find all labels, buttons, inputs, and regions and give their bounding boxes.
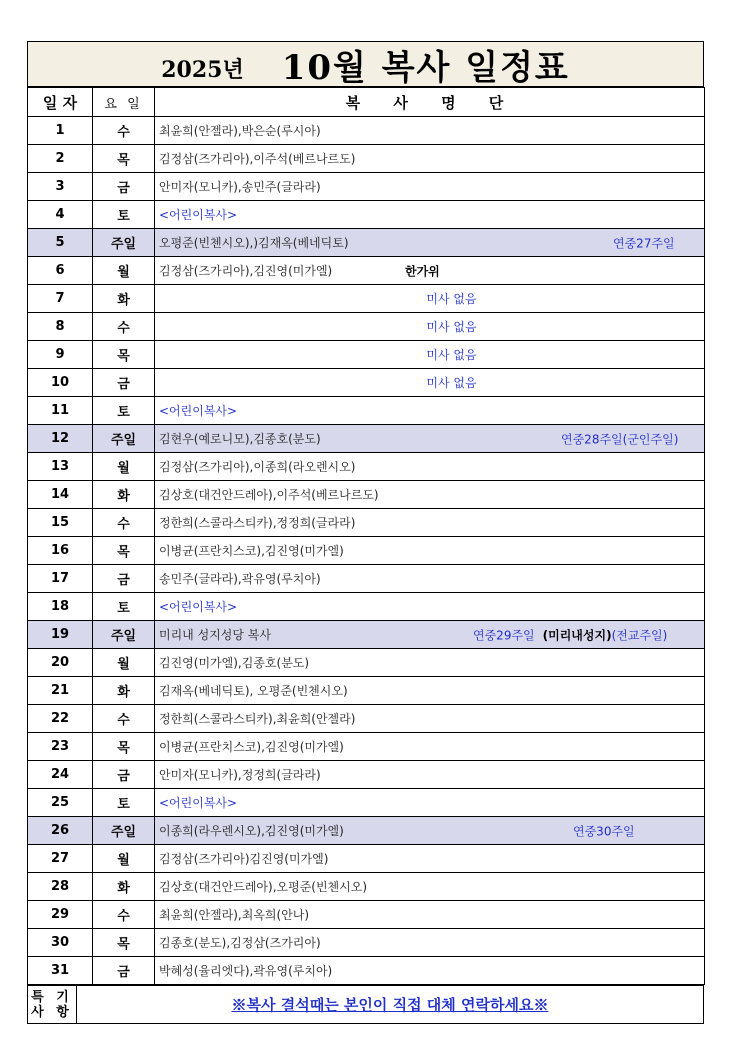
table-row (28, 621, 705, 649)
note-tail-text: (전교주일) (611, 628, 668, 642)
server-names: 박혜성(율리엣다),곽유영(루치아) (159, 964, 333, 978)
table-row (28, 285, 705, 313)
row-day: 13 (28, 453, 93, 481)
footer-label-line2: 사 항 (31, 1004, 73, 1020)
row-names-cell (155, 453, 705, 481)
row-weekday: 수 (93, 117, 155, 145)
title-bar (27, 41, 704, 87)
schedule-sheet (27, 41, 704, 1024)
table-row (28, 565, 705, 593)
server-names: 김진영(미가엘),김종호(분도) (159, 656, 310, 670)
row-day: 12 (28, 425, 93, 453)
table-row (28, 593, 705, 621)
server-names: 김정삼(즈가리아),김진영(미가엘) (159, 264, 333, 278)
server-names: 이병균(프란치스코),김진영(미가엘) (159, 740, 344, 754)
row-day: 14 (28, 481, 93, 509)
row-day: 8 (28, 313, 93, 341)
server-names: 김정삼(즈가리아),이주석(베르나르도) (159, 152, 356, 166)
row-weekday: 금 (93, 565, 155, 593)
row-names-cell (155, 593, 705, 621)
row-day: 22 (28, 705, 93, 733)
row-weekday: 수 (93, 313, 155, 341)
row-day: 28 (28, 873, 93, 901)
row-weekday: 금 (93, 957, 155, 985)
row-names-cell (155, 425, 705, 453)
row-day: 20 (28, 649, 93, 677)
row-names-cell (155, 229, 705, 257)
server-names: 미리내 성지성당 복사 (159, 628, 271, 642)
row-names-cell (155, 901, 705, 929)
row-weekday: 월 (93, 453, 155, 481)
table-row (28, 313, 705, 341)
row-day: 6 (28, 257, 93, 285)
row-names-cell (155, 201, 705, 229)
row-names-cell (155, 145, 705, 173)
row-day: 19 (28, 621, 93, 649)
table-row (28, 145, 705, 173)
row-day: 5 (28, 229, 93, 257)
table-row (28, 257, 705, 285)
server-names: 김상호(대건안드레아),오평준(빈첸시오) (159, 880, 368, 894)
row-weekday: 토 (93, 201, 155, 229)
footer-table (27, 985, 704, 1024)
table-row (28, 649, 705, 677)
header-names: 복 사 명 단 (155, 88, 705, 117)
row-day: 1 (28, 117, 93, 145)
row-names-cell (155, 369, 705, 397)
table-row (28, 677, 705, 705)
row-weekday: 목 (93, 929, 155, 957)
row-day: 11 (28, 397, 93, 425)
row-weekday: 토 (93, 593, 155, 621)
server-names: 송민주(글라라),곽유영(루치아) (159, 572, 321, 586)
footer-label (28, 986, 77, 1024)
row-weekday: 화 (93, 285, 155, 313)
header-weekday: 요 일 (93, 88, 155, 117)
row-day: 7 (28, 285, 93, 313)
row-weekday: 주일 (93, 229, 155, 257)
row-weekday: 화 (93, 481, 155, 509)
note-text: 연중28주일(군인주일) (561, 432, 679, 446)
note-text: 연중27주일 (613, 236, 675, 250)
row-names-cell (155, 929, 705, 957)
server-names: 오평준(빈첸시오),)김재옥(베네딕토) (159, 236, 349, 250)
row-weekday: 월 (93, 845, 155, 873)
note-text: 연중29주일 (473, 628, 535, 642)
server-names: 김상호(대건안드레아),이주석(베르나르도) (159, 488, 379, 502)
server-names: 이종희(라우렌시오),김진영(미가엘) (159, 824, 344, 838)
row-names-cell (155, 173, 705, 201)
table-row (28, 509, 705, 537)
table-row (28, 117, 705, 145)
liturgical-note (473, 626, 667, 643)
title-year: 2025년 (161, 56, 244, 83)
kids-altar-servers: <어린이복사> (159, 796, 238, 810)
server-names: 정한희(스콜라스티카),정정희(글라라) (159, 516, 356, 530)
row-names-cell (155, 397, 705, 425)
row-names-cell (155, 649, 705, 677)
server-names: 이병균(프란치스코),김진영(미가엘) (159, 544, 344, 558)
liturgical-note (573, 822, 635, 839)
row-weekday: 주일 (93, 621, 155, 649)
kids-altar-servers: <어린이복사> (159, 600, 238, 614)
kids-altar-servers: <어린이복사> (159, 404, 238, 418)
row-names-cell (155, 817, 705, 845)
row-day: 9 (28, 341, 93, 369)
row-weekday: 목 (93, 145, 155, 173)
row-names-cell (155, 313, 705, 341)
table-row (28, 341, 705, 369)
row-day: 4 (28, 201, 93, 229)
row-weekday: 월 (93, 649, 155, 677)
row-names-cell (155, 873, 705, 901)
row-day: 16 (28, 537, 93, 565)
liturgical-note (405, 262, 440, 279)
row-weekday: 화 (93, 677, 155, 705)
row-day: 17 (28, 565, 93, 593)
kids-altar-servers: <어린이복사> (159, 208, 238, 222)
table-row (28, 901, 705, 929)
row-day: 27 (28, 845, 93, 873)
server-names: 최윤희(안젤라),최옥희(안나) (159, 908, 310, 922)
row-day: 2 (28, 145, 93, 173)
no-mass-text: 미사 없음 (426, 292, 477, 306)
header-day: 일 자 (28, 88, 93, 117)
row-weekday: 금 (93, 173, 155, 201)
note-text: 연중30주일 (573, 824, 635, 838)
row-weekday: 주일 (93, 817, 155, 845)
table-row (28, 397, 705, 425)
row-weekday: 수 (93, 509, 155, 537)
row-names-cell (155, 789, 705, 817)
header-row (28, 88, 705, 117)
row-day: 31 (28, 957, 93, 985)
server-names: 최윤희(안젤라),박은순(루시아) (159, 124, 321, 138)
row-names-cell (155, 537, 705, 565)
server-names: 안미자(모니카),송민주(글라라) (159, 180, 321, 194)
table-row (28, 537, 705, 565)
footer-message: ※복사 결석때는 본인이 직접 대체 연락하세요※ (77, 986, 704, 1024)
table-row (28, 425, 705, 453)
row-day: 21 (28, 677, 93, 705)
schedule-table (27, 87, 705, 985)
row-weekday: 수 (93, 705, 155, 733)
table-row (28, 705, 705, 733)
table-row (28, 229, 705, 257)
server-names: 정한희(스콜라스티카),최윤희(안젤라) (159, 712, 356, 726)
server-names: 김정삼(즈가리아),이종희(라오렌시오) (159, 460, 356, 474)
row-names-cell (155, 677, 705, 705)
row-day: 15 (28, 509, 93, 537)
row-names-cell (155, 621, 705, 649)
table-row (28, 173, 705, 201)
row-weekday: 화 (93, 873, 155, 901)
note-bold-text: (미리내성지) (542, 628, 612, 642)
row-names-cell (155, 957, 705, 985)
row-weekday: 토 (93, 789, 155, 817)
server-names: 김정삼(즈가리아)김진영(미가엘) (159, 852, 329, 866)
table-row (28, 369, 705, 397)
row-weekday: 주일 (93, 425, 155, 453)
row-names-cell (155, 565, 705, 593)
table-row (28, 481, 705, 509)
row-names-cell (155, 509, 705, 537)
note-text: 한가위 (405, 264, 440, 278)
table-row (28, 789, 705, 817)
row-names-cell (155, 761, 705, 789)
no-mass-text: 미사 없음 (426, 376, 477, 390)
row-names-cell (155, 117, 705, 145)
row-weekday: 월 (93, 257, 155, 285)
row-names-cell (155, 481, 705, 509)
row-day: 25 (28, 789, 93, 817)
table-row (28, 733, 705, 761)
row-day: 10 (28, 369, 93, 397)
table-row (28, 929, 705, 957)
server-names: 김종호(분도),김정삼(즈가리아) (159, 936, 321, 950)
table-row (28, 817, 705, 845)
row-names-cell (155, 341, 705, 369)
row-day: 23 (28, 733, 93, 761)
row-weekday: 목 (93, 537, 155, 565)
table-row (28, 201, 705, 229)
no-mass-text: 미사 없음 (426, 348, 477, 362)
row-names-cell (155, 257, 705, 285)
liturgical-note (613, 234, 675, 251)
footer-label-line1: 특 기 (31, 989, 73, 1005)
row-names-cell (155, 705, 705, 733)
row-day: 24 (28, 761, 93, 789)
row-day: 3 (28, 173, 93, 201)
row-weekday: 토 (93, 397, 155, 425)
server-names: 김재옥(베네딕토), 오평준(빈첸시오) (159, 684, 348, 698)
table-row (28, 957, 705, 985)
row-names-cell (155, 733, 705, 761)
table-row (28, 845, 705, 873)
row-day: 29 (28, 901, 93, 929)
row-weekday: 금 (93, 369, 155, 397)
row-names-cell (155, 285, 705, 313)
row-weekday: 금 (93, 761, 155, 789)
row-names-cell (155, 845, 705, 873)
row-weekday: 수 (93, 901, 155, 929)
table-row (28, 873, 705, 901)
row-day: 18 (28, 593, 93, 621)
row-weekday: 목 (93, 341, 155, 369)
table-row (28, 761, 705, 789)
table-row (28, 453, 705, 481)
row-weekday: 목 (93, 733, 155, 761)
row-day: 26 (28, 817, 93, 845)
no-mass-text: 미사 없음 (426, 320, 477, 334)
server-names: 김현우(예로니모),김종호(분도) (159, 432, 321, 446)
server-names: 안미자(모니카),정정희(글라라) (159, 768, 321, 782)
row-day: 30 (28, 929, 93, 957)
footer-row (28, 986, 704, 1024)
page-title: 10월 복사 일정표 (281, 47, 570, 88)
liturgical-note (561, 430, 678, 447)
